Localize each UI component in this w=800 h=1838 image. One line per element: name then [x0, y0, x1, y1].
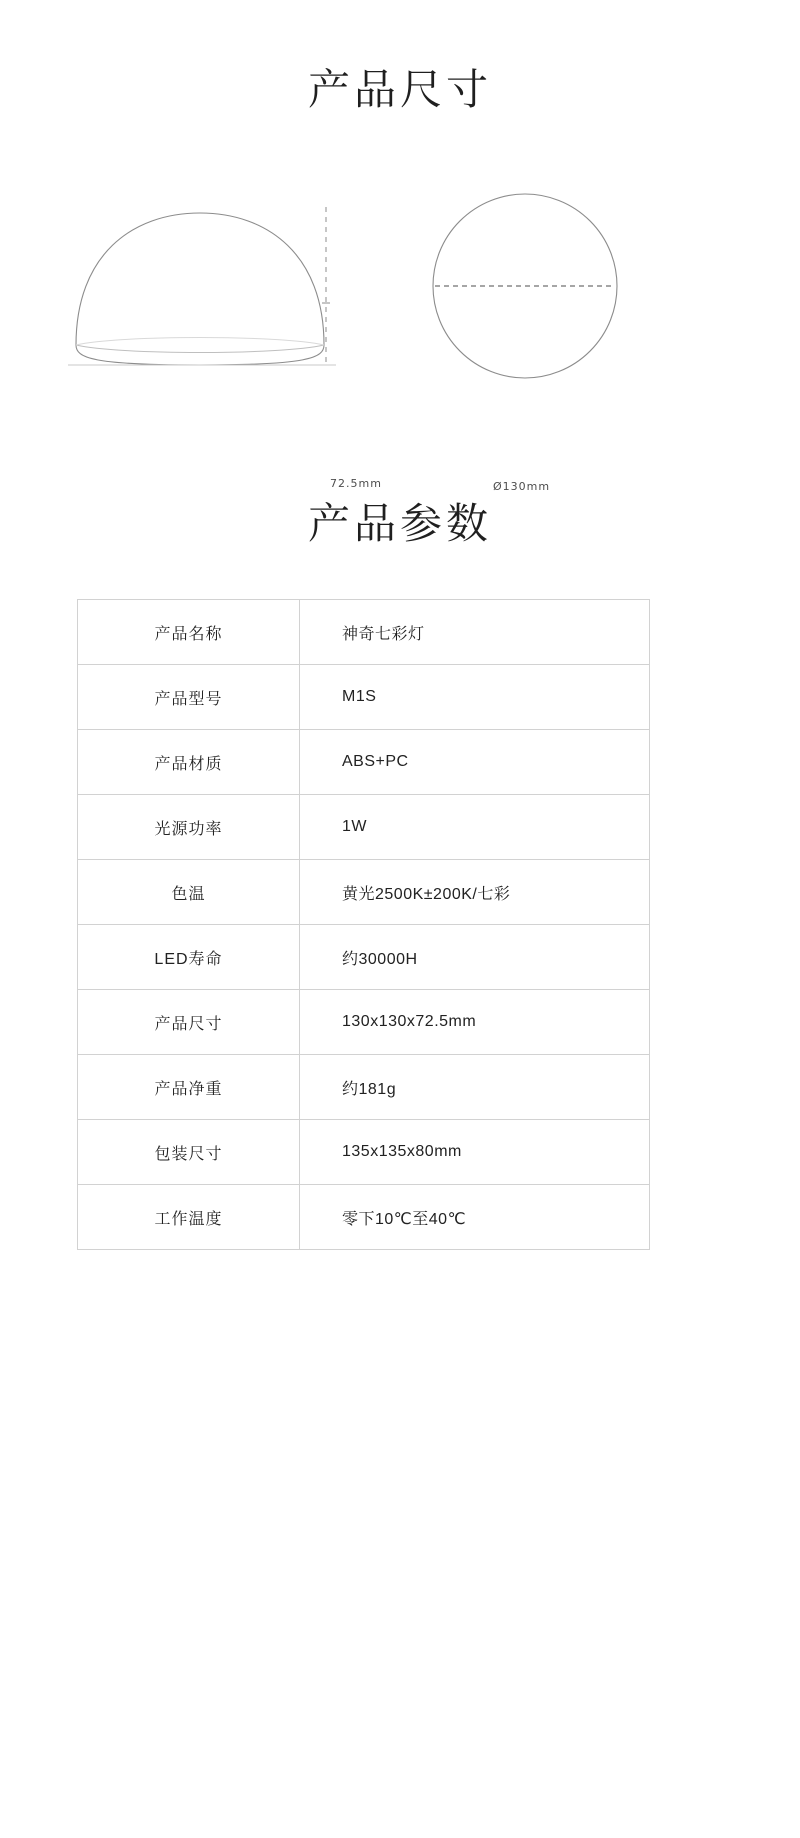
dimensions-section-title: 产品尺寸: [307, 66, 492, 113]
spec-value: 1W: [300, 795, 650, 860]
spec-value: 135x135x80mm: [300, 1120, 650, 1185]
spec-key: 色温: [78, 860, 300, 925]
spec-value: M1S: [300, 665, 650, 730]
table-row: [78, 1185, 650, 1250]
spec-key: 光源功率: [78, 795, 300, 860]
spec-table-body: [78, 600, 650, 1250]
spec-key: 工作温度: [78, 1185, 300, 1250]
spec-value: ABS+PC: [300, 730, 650, 795]
spec-key: 产品名称: [78, 600, 300, 665]
spec-key: 产品净重: [78, 1055, 300, 1120]
spec-value: 神奇七彩灯: [300, 600, 650, 665]
spec-value: 130x130x72.5mm: [300, 990, 650, 1055]
spec-key: 产品尺寸: [78, 990, 300, 1055]
height-dimension-label: 72.5mm: [330, 477, 382, 490]
parameters-section-title: 产品参数: [307, 500, 492, 547]
spec-key: LED寿命: [78, 925, 300, 990]
lamp-side-view-diagram: [60, 195, 400, 380]
lamp-top-view-diagram: [425, 193, 645, 383]
table-row: [78, 925, 650, 990]
table-row: [78, 1055, 650, 1120]
spec-value: 约30000H: [300, 925, 650, 990]
spec-key: 产品型号: [78, 665, 300, 730]
spec-value: 零下10℃至40℃: [300, 1185, 650, 1250]
table-row: [78, 1120, 650, 1185]
spec-key: 包装尺寸: [78, 1120, 300, 1185]
table-row: [78, 600, 650, 665]
spec-key: 产品材质: [78, 730, 300, 795]
diameter-dimension-label: Ø130mm: [493, 480, 551, 493]
table-row: [78, 795, 650, 860]
spec-value: 黄光2500K±200K/七彩: [300, 860, 650, 925]
spec-value: 约181g: [300, 1055, 650, 1120]
table-row: [78, 730, 650, 795]
table-row: [78, 665, 650, 730]
table-row: [78, 860, 650, 925]
product-spec-table: [77, 599, 650, 1250]
table-row: [78, 990, 650, 1055]
product-dimension-drawings: [0, 185, 800, 493]
